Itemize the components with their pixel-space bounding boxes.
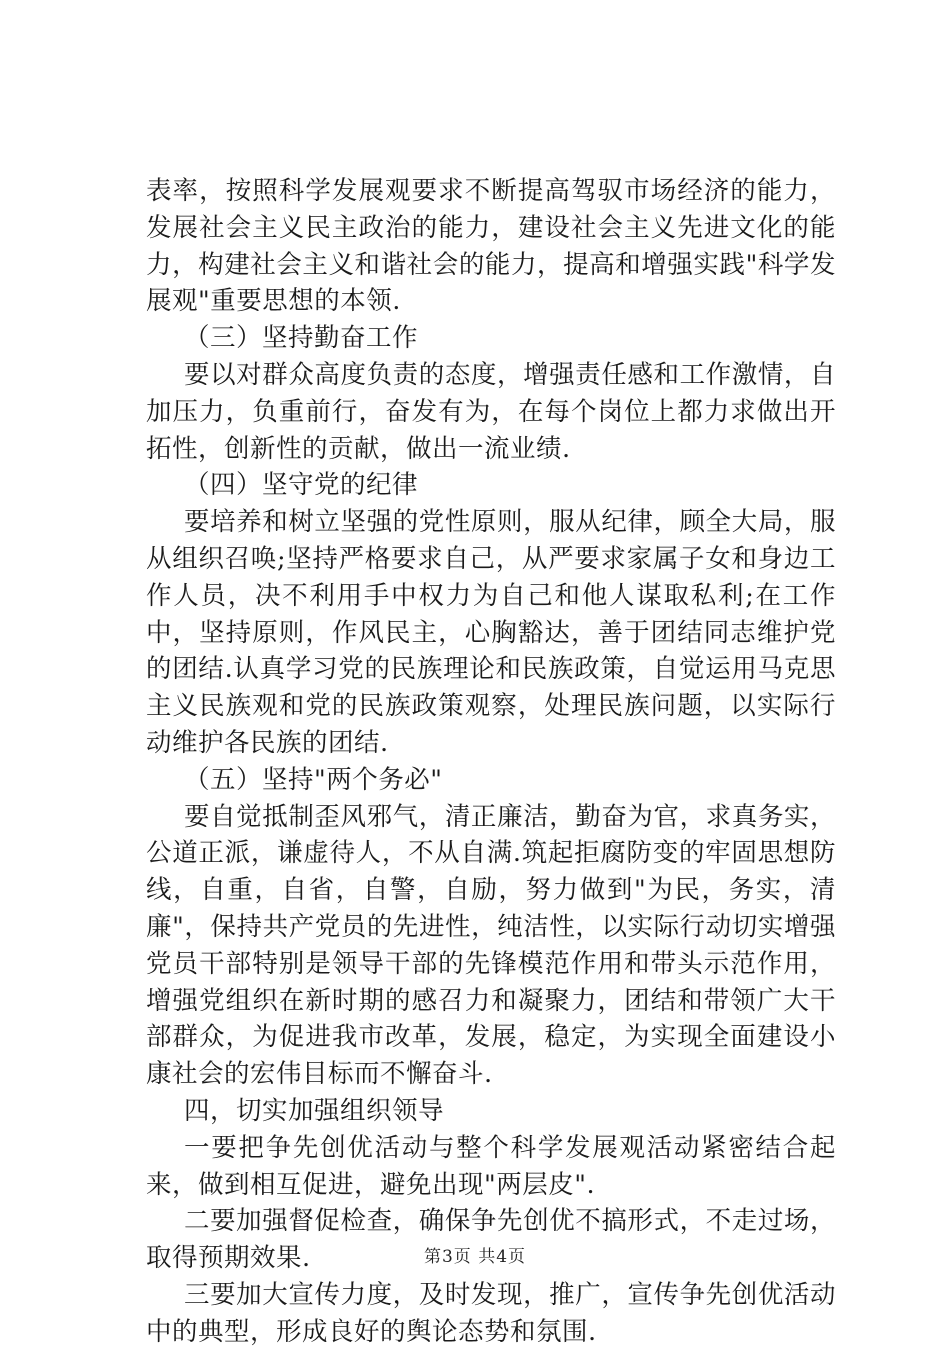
paragraph-continuation: 表率，按照科学发展观要求不断提高驾驭市场经济的能力，发展社会主义民主政治的能力，建设社会主义先进文化的能力，构建社会主义和谐社会的能力，提高和增强实践"科学发展观"重要思想的本领. (146, 176, 836, 317)
section-heading-three: （三）坚持勤奋工作 (184, 323, 419, 354)
document-body (146, 173, 836, 1351)
paragraph: 要以对群众高度负责的态度，增强责任感和工作激情，自加压力，负重前行，奋发有为，在每个岗位上都力求做出开拓性，创新性的贡献，做出一流业绩. (146, 359, 836, 464)
page-footer: 第3页 共4页 (423, 1247, 527, 1267)
paragraph: 一要把争先创优活动与整个科学发展观活动紧密结合起来，做到相互促进，避免出现"两层皮". (146, 1132, 836, 1200)
paragraph: 要自觉抵制歪风邪气，清正廉洁，勤奋为官，求真务实，公道正派，谦虚待人，不从自满.筑起拒腐防变的牢固思想防线，自重，自省，自警，自励，努力做到"为民，务实，清廉"，保持共产党员的先进性，纯洁性，以实际行动切实增强党员干部特别是领导干部的先锋模范作用和带头示范作用，增强党组织在新时期的感召力和凝聚力，团结和带领广大干部群众，为促进我市改革，发展，稳定，为实现全面建设小康社会的宏伟目标而不懈奋斗. (146, 801, 836, 1090)
section-heading-four: （四）坚守党的纪律 (184, 470, 419, 501)
section-heading-organization: 四，切实加强组织领导 (184, 1095, 445, 1126)
paragraph: 要培养和树立坚强的党性原则，服从纪律，顾全大局，服从组织召唤;坚持严格要求自己，从严要求家属子女和身边工作人员，决不利用手中权力为自己和他人谋取私利;在工作中，坚持原则，作风民主，心胸豁达，善于团结同志维护党的团结.认真学习党的民族理论和民族政策，自觉运用马克思主义民族观和党的民族政策观察，处理民族问题，以实际行动维护各民族的团结. (146, 507, 836, 758)
paragraph: 三要加大宣传力度，及时发现，推广，宣传争先创优活动中的典型，形成良好的舆论态势和氛围. (146, 1279, 836, 1347)
section-heading-five: （五）坚持"两个务必" (184, 764, 443, 795)
paragraph: 二要加强督促检查，确保争先创优不搞形式，不走过场，取得预期效果. (146, 1206, 836, 1274)
